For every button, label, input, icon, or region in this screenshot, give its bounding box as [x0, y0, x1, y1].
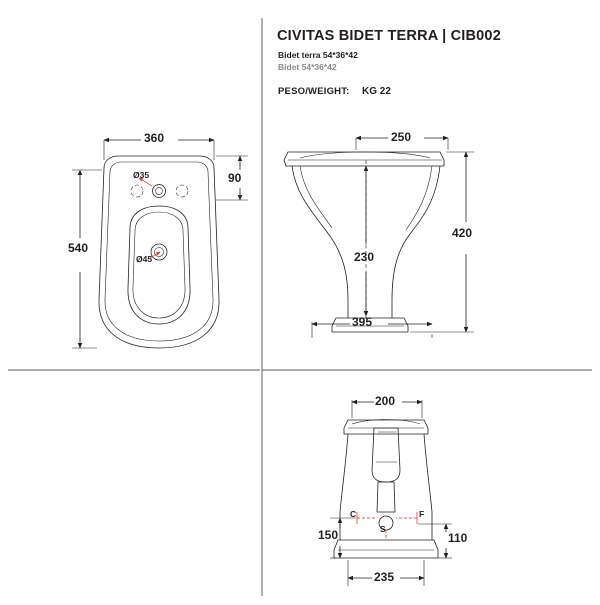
- dim-front-top-width: 200: [375, 394, 396, 408]
- dim-hole-large: Ø45: [136, 254, 153, 264]
- subtitle-italian: Bidet terra 54*36*42: [278, 50, 358, 60]
- dim-top-tap-offset: 90: [228, 171, 242, 185]
- subtitle-english: Bidet 54*36*42: [278, 62, 337, 72]
- dim-top-depth: 540: [68, 241, 89, 255]
- dim-front-base-width: 235: [374, 570, 395, 584]
- dim-side-top-width: 250: [391, 130, 412, 144]
- dim-side-height: 420: [452, 226, 473, 240]
- mark-cold-water: C: [350, 509, 357, 519]
- dim-front-left-height: 150: [318, 528, 339, 542]
- page-title: CIVITAS BIDET TERRA | CIB002: [277, 28, 501, 44]
- dim-front-right-height: 110: [448, 531, 468, 545]
- dim-top-width: 360: [144, 131, 165, 145]
- dim-side-base-depth: 395: [352, 315, 373, 329]
- weight-value: KG 22: [362, 86, 391, 97]
- weight-label: PESO/WEIGHT:: [278, 86, 350, 97]
- dim-side-inner-height: 230: [354, 250, 375, 264]
- mark-hot-water: F: [419, 509, 425, 519]
- dim-hole-small: Ø35: [133, 170, 150, 180]
- mark-drain: S: [380, 524, 386, 534]
